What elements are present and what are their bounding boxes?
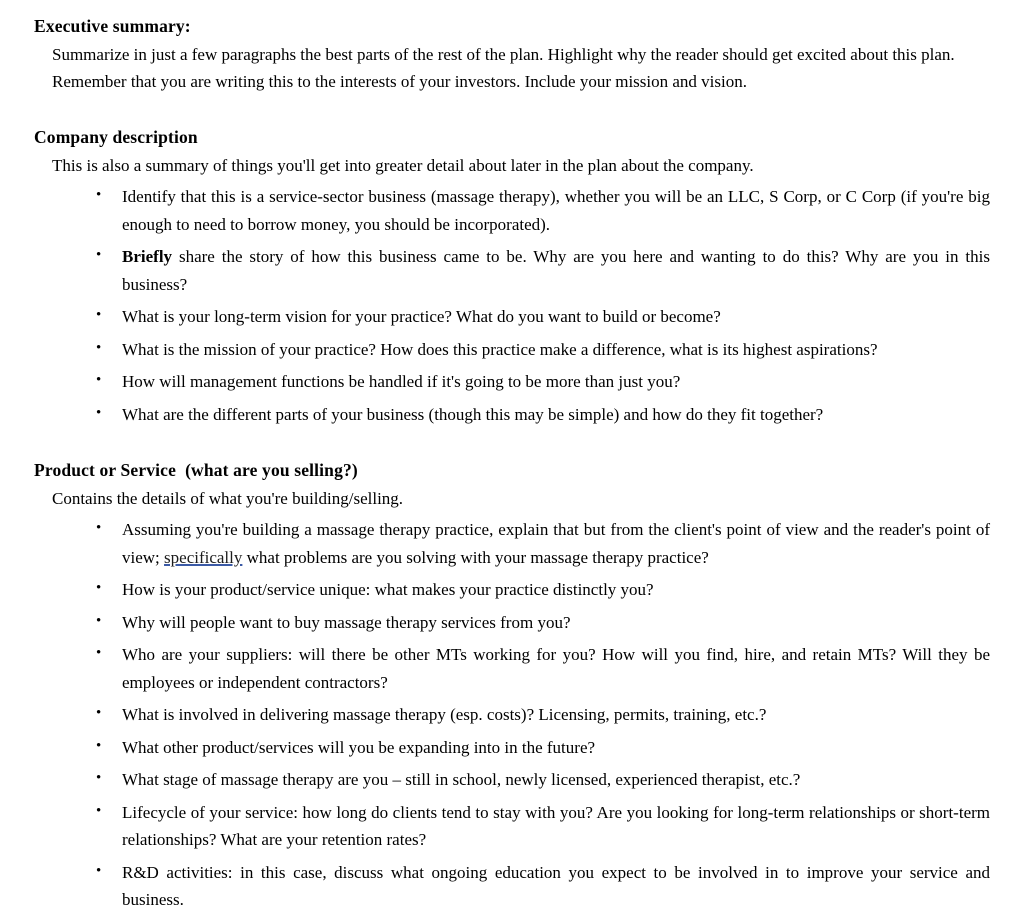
list-item xyxy=(34,609,990,637)
list-item-text: What other product/services will you be expanding into in the future? xyxy=(122,737,596,757)
section-company-description xyxy=(34,125,990,428)
spellcheck-underlined-word[interactable]: specifically xyxy=(164,547,243,567)
list-item xyxy=(34,243,990,298)
list-item xyxy=(34,734,990,762)
bullet-list xyxy=(34,183,990,428)
list-item xyxy=(34,303,990,331)
list-item-text: R&D activities: in this case, discuss what ongoing education you expect to be involved in to improve your service and business. xyxy=(122,862,990,909)
section-intro-paragraph: Contains the details of what you're building/selling. xyxy=(52,489,404,508)
section-intro-paragraph: This is also a summary of things you'll get into greater detail about later in the plan about the company. xyxy=(52,156,754,175)
list-item-text: What are the different parts of your business (though this may be simple) and how do they fit together? xyxy=(122,404,824,424)
section-product-or-service xyxy=(34,458,990,914)
list-item xyxy=(34,766,990,794)
list-item-text: What is your long-term vision for your practice? What do you want to build or become? xyxy=(122,307,721,326)
list-item xyxy=(34,401,990,429)
list-item xyxy=(34,576,990,604)
list-item xyxy=(34,183,990,238)
section-heading: Company description xyxy=(34,127,198,147)
list-item xyxy=(34,859,990,914)
bullet-list xyxy=(34,516,990,914)
list-item-text: How will management functions be handled if it's going to be more than just you? xyxy=(122,372,681,391)
list-item-text: How is your product/service unique: what makes your practice distinctly you? xyxy=(122,580,654,599)
list-item-text: Lifecycle of your service: how long do clients tend to stay with you? Are you looking for long-term relationships or short-term relationships? What are your retention rates? xyxy=(122,802,990,849)
list-item-text: Why will people want to buy massage therapy services from you? xyxy=(122,612,571,632)
section-heading: Executive summary: xyxy=(34,16,191,36)
list-item-lead: Briefly xyxy=(122,247,173,266)
list-item xyxy=(34,799,990,854)
section-heading: Product or Service (what are you selling?) xyxy=(34,460,358,480)
list-item xyxy=(34,701,990,729)
list-item-text: What is involved in delivering massage therapy (esp. costs)? Licensing, permits, training, etc.? xyxy=(122,705,767,724)
list-item xyxy=(34,516,990,571)
list-item xyxy=(34,368,990,396)
section-intro-paragraph: Summarize in just a few paragraphs the best parts of the rest of the plan. Highlight why the reader should get excited about this plan. Remember that you are writing this to the interests of your investors. Include your mission and vision. xyxy=(52,45,955,91)
section-executive-summary xyxy=(34,14,990,95)
list-item-text: What stage of massage therapy are you – still in school, newly licensed, experienced therapist, etc.? xyxy=(122,770,801,789)
list-item-text: Identify that this is a service-sector business (massage therapy), whether you will be an LLC, S Corp, or C Corp (if you're big enough to need to borrow money, you should be incorporated). xyxy=(122,187,990,234)
list-item-text-after-link: what problems are you solving with your massage therapy practice? xyxy=(242,547,709,567)
list-item-text: What is the mission of your practice? How does this practice make a difference, what is its highest aspirations? xyxy=(122,339,878,359)
list-item-text-before-link: Assuming you're building a massage therapy practice, explain that but from the client's point of view and the reader's point of view; xyxy=(122,520,990,567)
list-item xyxy=(34,641,990,696)
list-item xyxy=(34,336,990,364)
list-item-text: share the story of how this business came to be. Why are you here and wanting to do this? Why are you in this business? xyxy=(122,247,990,294)
list-item-text: Who are your suppliers: will there be other MTs working for you? How will you find, hire, and retain MTs? Will they be employees or independent contractors? xyxy=(122,645,990,692)
